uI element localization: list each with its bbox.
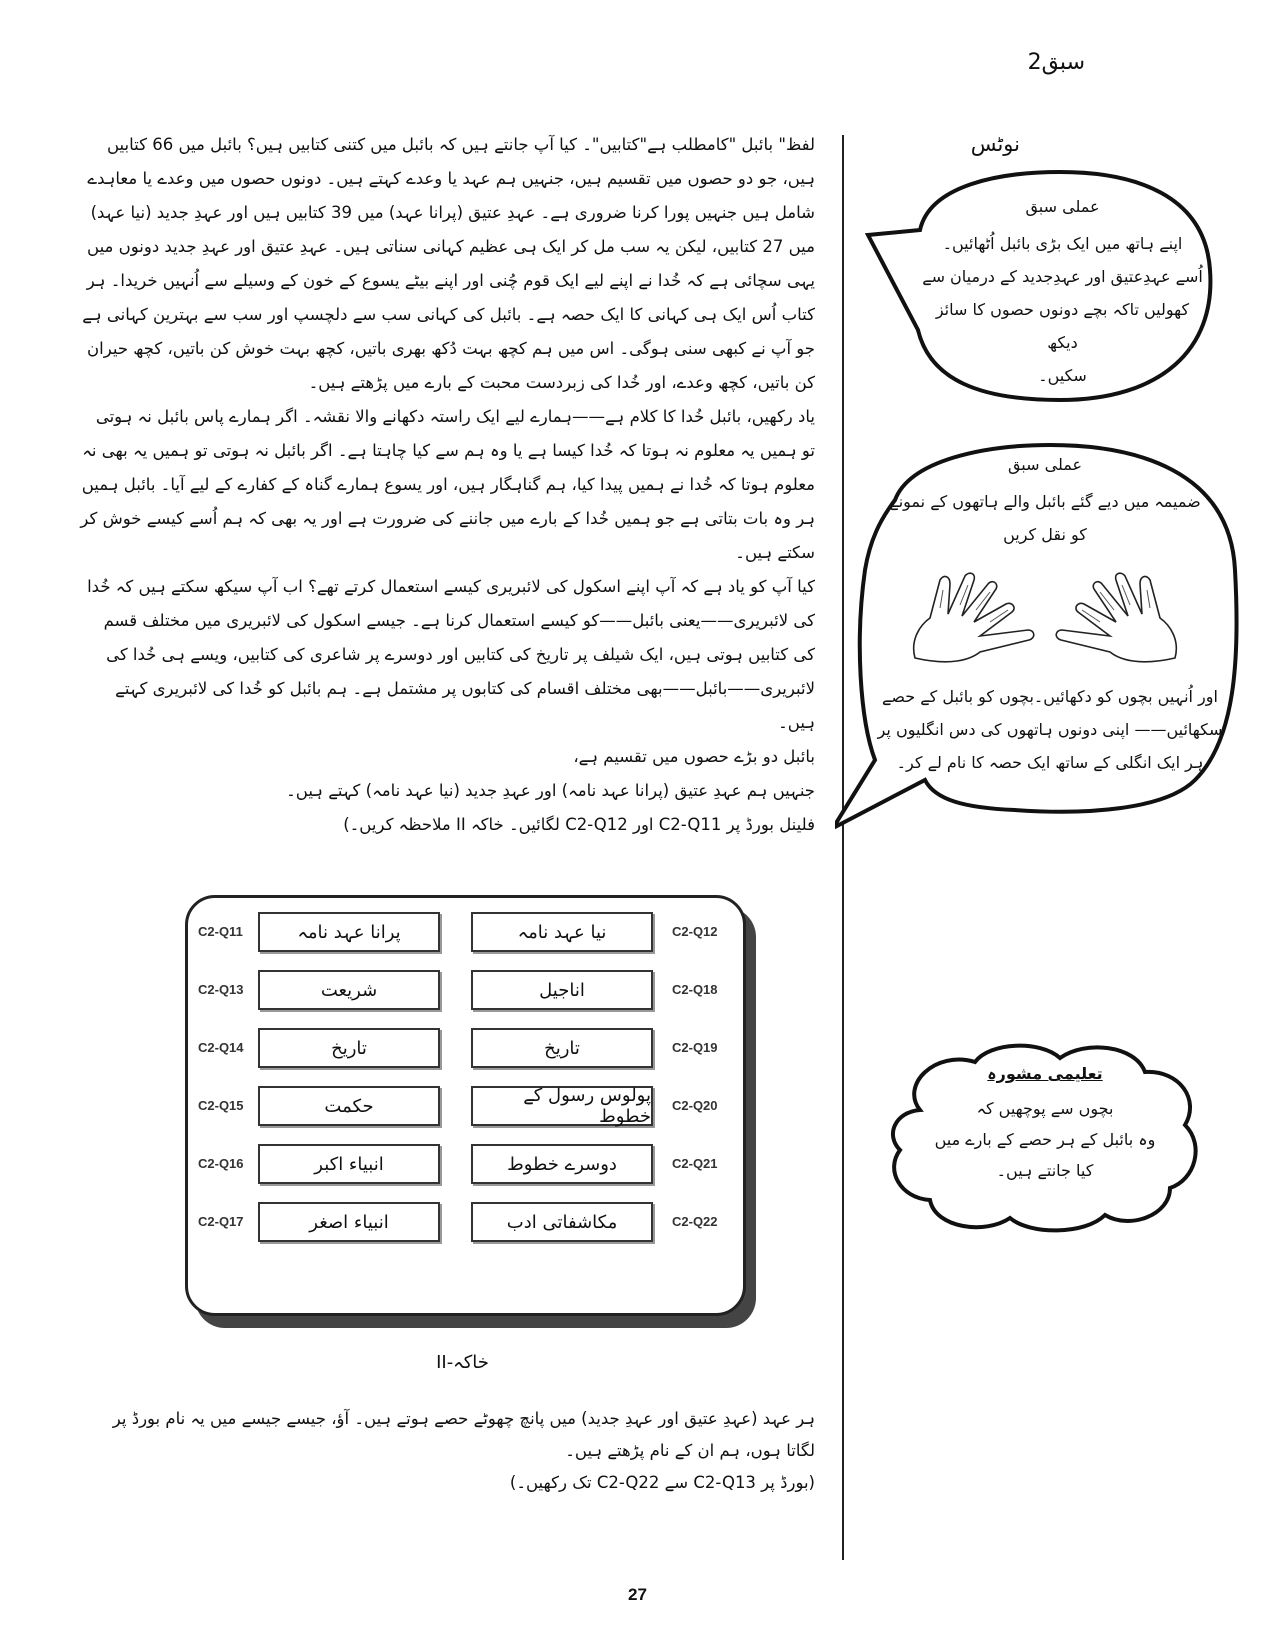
paragraph-testaments: جنہیں ہم عہدِ عتیق (پرانا عہد نامہ) اور عہدِ جدید (نیا عہد نامہ) کہتے ہیں۔ xyxy=(286,781,815,800)
card-code: C2-Q14 xyxy=(198,1040,244,1055)
card-code: C2-Q12 xyxy=(672,924,718,939)
flannel-card: حکمت xyxy=(258,1086,440,1126)
flannel-card: تاریخ xyxy=(258,1028,440,1068)
flannel-card: نیا عہد نامہ xyxy=(471,912,653,952)
bubble-1-title: عملی سبق xyxy=(1025,197,1100,216)
notes-label: نوٹس xyxy=(970,132,1020,156)
paragraph-two-parts: بائبل دو بڑے حصوں میں تقسیم ہے، xyxy=(573,747,815,766)
bubble-2-line: ہر ایک انگلی کے ساتھ ایک حصہ کا نام لے کر۔ xyxy=(896,753,1204,772)
flannel-card: پولوس رسول کے خطوط xyxy=(471,1086,653,1126)
flannel-card: اناجیل xyxy=(471,970,653,1010)
flannel-board-diagram xyxy=(185,895,746,1316)
flannel-card: شریعت xyxy=(258,970,440,1010)
card-code: C2-Q19 xyxy=(672,1040,718,1055)
card-code: C2-Q22 xyxy=(672,1214,718,1229)
bubble-3-title: تعلیمی مشورہ xyxy=(987,1064,1103,1083)
flannel-card: مکاشفاتی ادب xyxy=(471,1202,653,1242)
card-code: C2-Q15 xyxy=(198,1098,244,1113)
flannel-card: دوسرے خطوط xyxy=(471,1144,653,1184)
bubble-1-line: سکیں۔ xyxy=(1038,366,1087,385)
bubble-2-line: اور اُنہیں بچوں کو دکھائیں۔بچوں کو بائبل کے حصے xyxy=(882,687,1218,706)
bottom-line-2: (بورڈ پر C2-Q13 سے C2-Q22 تک رکھیں۔) xyxy=(509,1473,815,1492)
activity-bubble-1 xyxy=(860,160,1240,420)
bubble-1-line: اپنے ہاتھ میں ایک بڑی بائبل اُٹھائیں۔ xyxy=(942,234,1183,253)
bubble-2-line: ضمیمہ میں دیے گئے بائبل والے ہاتھوں کے نمونے xyxy=(889,492,1201,511)
lesson-label: سبق2 xyxy=(1027,50,1085,75)
bubble-2-line: کو نقل کریں xyxy=(1003,525,1087,544)
card-code: C2-Q21 xyxy=(672,1156,718,1171)
card-code: C2-Q18 xyxy=(672,982,718,997)
teaching-tip-cloud xyxy=(880,1040,1210,1235)
flannel-card: انبیاء اصغر xyxy=(258,1202,440,1242)
figure-caption: خاکہ-II xyxy=(436,1352,489,1373)
paragraph-intro: لفظ" بائبل "کامطلب ہے"کتابیں"۔ کیا آپ جانتے ہیں کہ بائبل میں کتنی کتابیں ہیں؟ بائبل میں 66 کتابیں ہیں، جو دو حصوں میں تقسیم ہیں، جنہیں ہم عہد یا وعدے کہتے ہیں۔ دونوں حصوں میں وعدے یا معاہدے شامل ہیں جنہیں پورا کرنا ضروری ہے۔ عہدِ عتیق (پرانا عہد) میں 39 کتابیں ہیں اور عہدِ جدید (نیا عہد) میں 27 کتابیں، لیکن یہ سب مل کر ایک ہی عظیم کہانی سناتی ہیں۔ عہدِ عتیق اور عہدِ جدید دونوں میں یہی سچائی ہے کہ خُدا نے اپنے لیے ایک قوم چُنی اور اپنے بیٹے یسوع کے خون کے وسیلے سے اُنہیں خریدا۔ ہر کتاب اُس ایک ہی کہانی کا ایک حصہ ہے۔ بائبل کی کہانی سب سے دلچسپ اور سب سے بہترین کہانی ہے جو آپ نے کبھی سنی ہوگی۔ اس میں ہم کچھ بہت دُکھ بھری باتیں، کچھ بہت خوش کن باتیں، کچھ حیران کن باتیں، کچھ وعدے، اور خُدا کی زبردست محبت کے بارے میں پڑھتے ہیں۔ xyxy=(82,135,815,392)
bubble-3-line: وہ بائبل کے ہر حصے کے بارے میں xyxy=(934,1130,1156,1149)
bible-hands-illustration xyxy=(910,570,1180,670)
bubble-2-title: عملی سبق xyxy=(1007,455,1083,474)
flannel-card: تاریخ xyxy=(471,1028,653,1068)
bubble-2-line: سکھائیں—— اپنی دونوں ہاتھوں کی دس انگلیوں پر xyxy=(877,720,1223,739)
bubble-1-line: اُسے عہدِعتیق اور عہدِجدید کے درمیان سے xyxy=(922,267,1203,286)
card-code: C2-Q16 xyxy=(198,1156,244,1171)
paragraph-library: کیا آپ کو یاد ہے کہ آپ اپنے اسکول کی لائبریری کیسے استعمال کرتے تھے؟ اب آپ سیکھ سکتے ہیں کہ خُدا کی لائبریری——یعنی بائبل——کو کیسے استعمال کرنا ہے۔ جیسے اسکول کی لائبریری میں مختلف قسم کی کتابیں ہوتی ہیں، ایک شیلف پر تاریخ کی کتابیں اور دوسرے پر شاعری کی کتابیں، ویسے ہی خُدا کی لائبریری——بائبل——بھی مختلف اقسام کی کتابوں پر مشتمل ہے۔ ہم بائبل کو خُدا کی لائبریری کہتے ہیں۔ xyxy=(87,577,815,732)
activity-bubble-2 xyxy=(835,440,1255,850)
bubble-3-line: کیا جانتے ہیں۔ xyxy=(996,1161,1094,1180)
card-code: C2-Q11 xyxy=(198,924,243,939)
card-code: C2-Q13 xyxy=(198,982,244,997)
bottom-line-1: ہر عہد (عہدِ عتیق اور عہدِ جدید) میں پانچ چھوٹے حصے ہوتے ہیں۔ آؤ، جیسے جیسے میں یہ نام بورڈ پر لگاتا ہوں، ہم ان کے نام پڑھتے ہیں۔ xyxy=(112,1409,815,1460)
bubble-1-line: کھولیں تاکہ بچے دونوں حصوں کا سائز دیکھ xyxy=(935,300,1190,352)
main-text xyxy=(80,128,815,842)
paragraph-word-of-god: یاد رکھیں، بائبل خُدا کا کلام ہے——ہمارے لیے ایک راستہ دکھانے والا نقشہ۔ اگر ہمارے پاس بائبل نہ ہوتی تو ہمیں یہ معلوم نہ ہوتا کہ خُدا کیسا ہے یا وہ ہم سے کیا چاہتا ہے۔ اگر بائبل نہ ہوتی تو ہمیں یہ بھی نہ معلوم ہوتا کہ خُدا نے ہمیں پیدا کیا، ہم گناہگار ہیں، اور یسوع ہمارے گناہ کے کفارے کے لیے آیا۔ بائبل ہمیں ہر وہ بات بتاتی ہے جو ہمیں خُدا کے بارے میں جاننے کی ضرورت ہے اور یہ بھی کہ ہم اُسے کیسے خوش کر سکتے ہیں۔ xyxy=(80,407,815,562)
bottom-text xyxy=(80,1403,815,1499)
card-code: C2-Q20 xyxy=(672,1098,718,1113)
card-code: C2-Q17 xyxy=(198,1214,244,1229)
bubble-3-line: بچوں سے پوچھیں کہ xyxy=(976,1099,1114,1118)
flannel-card: پرانا عہد نامہ xyxy=(258,912,440,952)
page-number: 27 xyxy=(628,1585,647,1604)
flannel-card: انبیاء اکبر xyxy=(258,1144,440,1184)
paragraph-flannel-instruction: فلینل بورڈ پر C2-Q11 اور C2-Q12 لگائیں۔ خاکہ II ملاحظہ کریں۔) xyxy=(343,815,815,834)
